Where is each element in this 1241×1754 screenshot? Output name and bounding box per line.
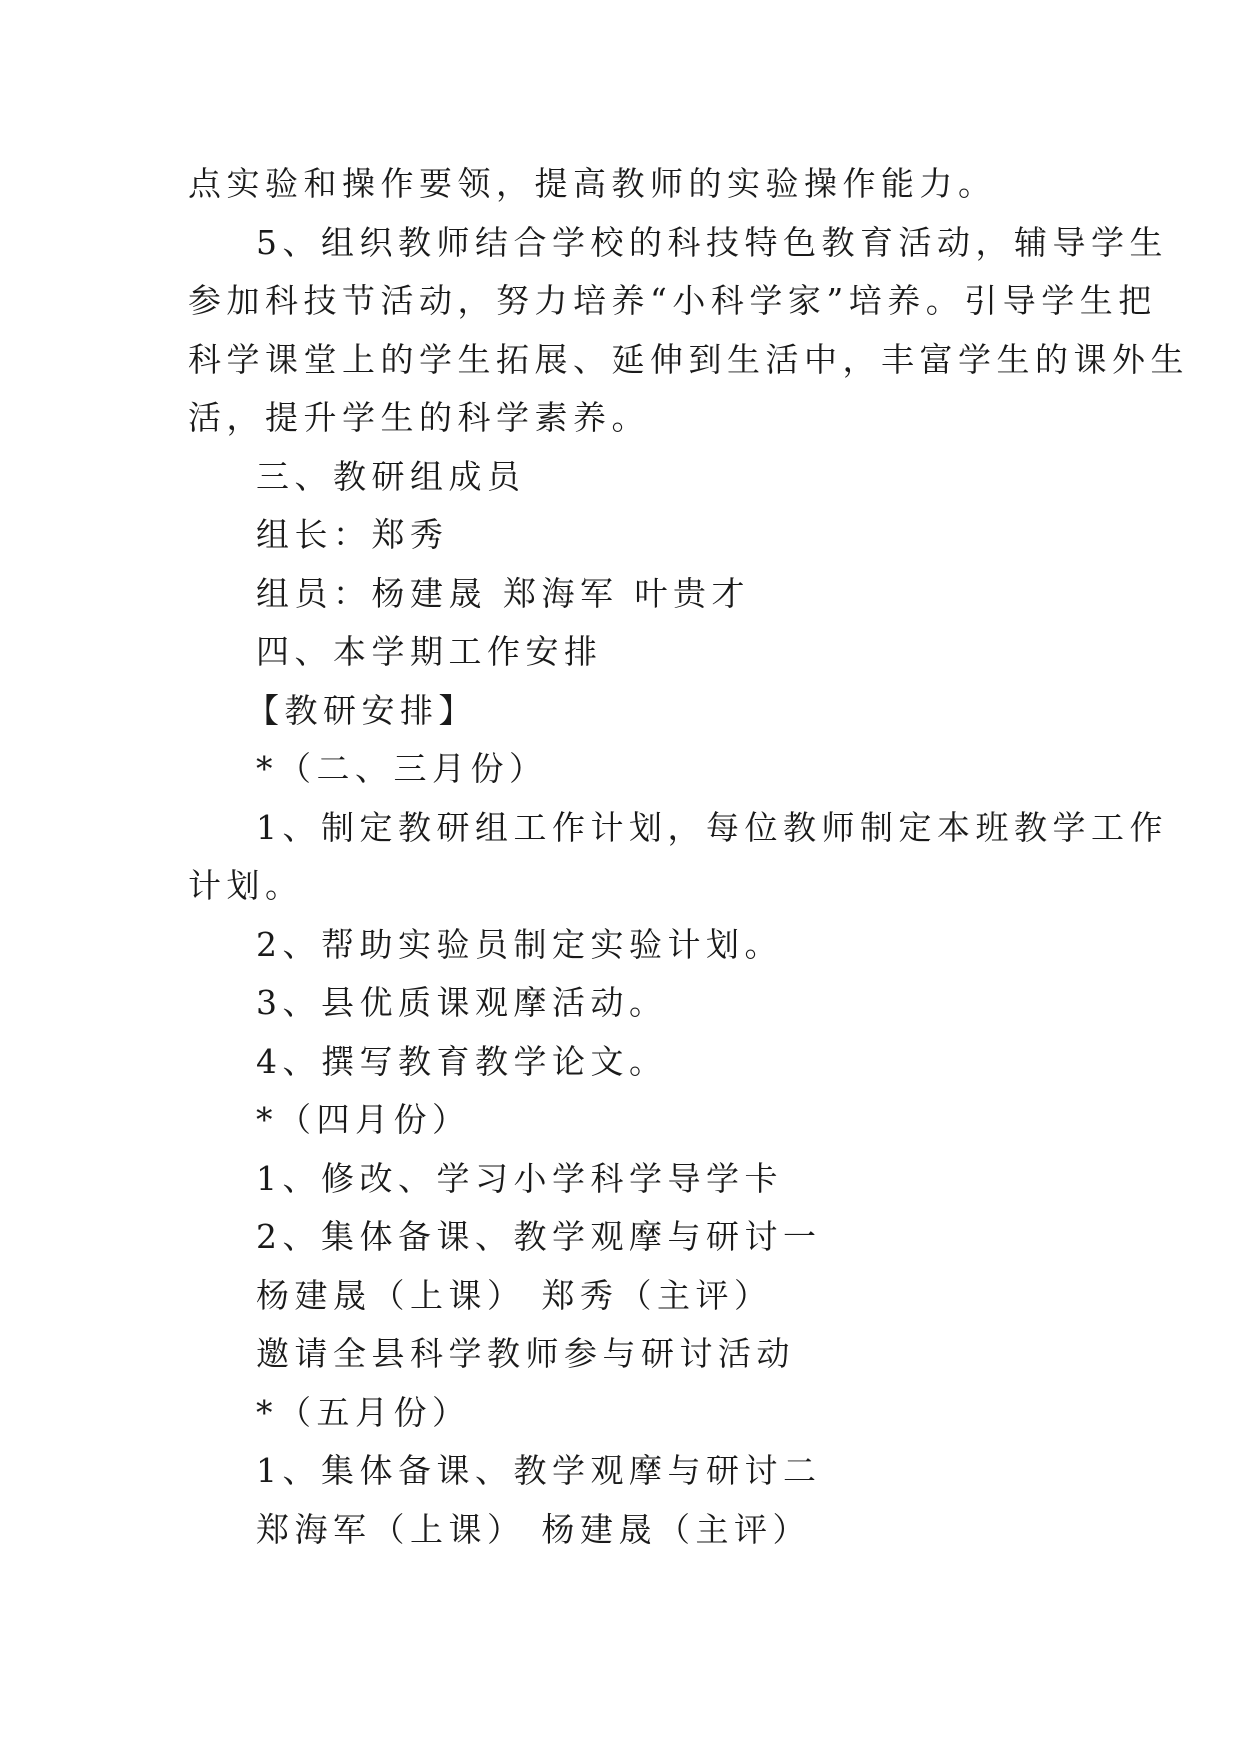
list-item: 1、集体备课、教学观摩与研讨二 <box>256 1451 822 1490</box>
month-heading: *（五月份） <box>256 1392 471 1432</box>
list-item: 4、撰写教育教学论文。 <box>256 1041 668 1081</box>
list-item-continuation: 计划。 <box>188 866 304 905</box>
paragraph-line: 活，提升学生的科学素养。 <box>188 398 650 437</box>
paragraph-line: 参加科技节活动，努力培养“小科学家”培养。引导学生把 <box>188 281 1157 320</box>
month-heading: *（二、三月份） <box>256 749 548 788</box>
subsection-heading: 【教研安排】 <box>246 690 477 730</box>
paragraph-line: 科学课堂上的学生拓展、延伸到生活中，丰富学生的课外生 <box>188 339 1189 379</box>
section-heading: 三、教研组成员 <box>256 456 526 496</box>
list-item: 1、修改、学习小学科学导学卡 <box>256 1158 783 1198</box>
list-item: 2、帮助实验员制定实验计划。 <box>256 924 783 964</box>
paragraph-line: 组员：杨建晟 郑海军 叶贵才 <box>256 573 750 613</box>
paragraph-line: 杨建晟（上课） 郑秀（主评） <box>256 1275 773 1315</box>
section-heading: 四、本学期工作安排 <box>256 632 603 671</box>
paragraph-line: 点实验和操作要领，提高教师的实验操作能力。 <box>188 164 997 203</box>
list-item: 3、县优质课观摩活动。 <box>256 983 668 1022</box>
paragraph-line: 郑海军（上课） 杨建晟（主评） <box>256 1509 811 1549</box>
paragraph-line: 邀请全县科学教师参与研讨活动 <box>256 1334 795 1373</box>
document-body <box>188 155 1189 1559</box>
list-item: 1、制定教研组工作计划，每位教师制定本班教学工作 <box>256 807 1168 847</box>
month-heading: *（四月份） <box>256 1100 471 1139</box>
paragraph-line: 组长：郑秀 <box>256 515 449 554</box>
paragraph-line: 5、组织教师结合学校的科技特色教育活动，辅导学生 <box>256 222 1168 262</box>
list-item: 2、集体备课、教学观摩与研讨一 <box>256 1217 822 1256</box>
